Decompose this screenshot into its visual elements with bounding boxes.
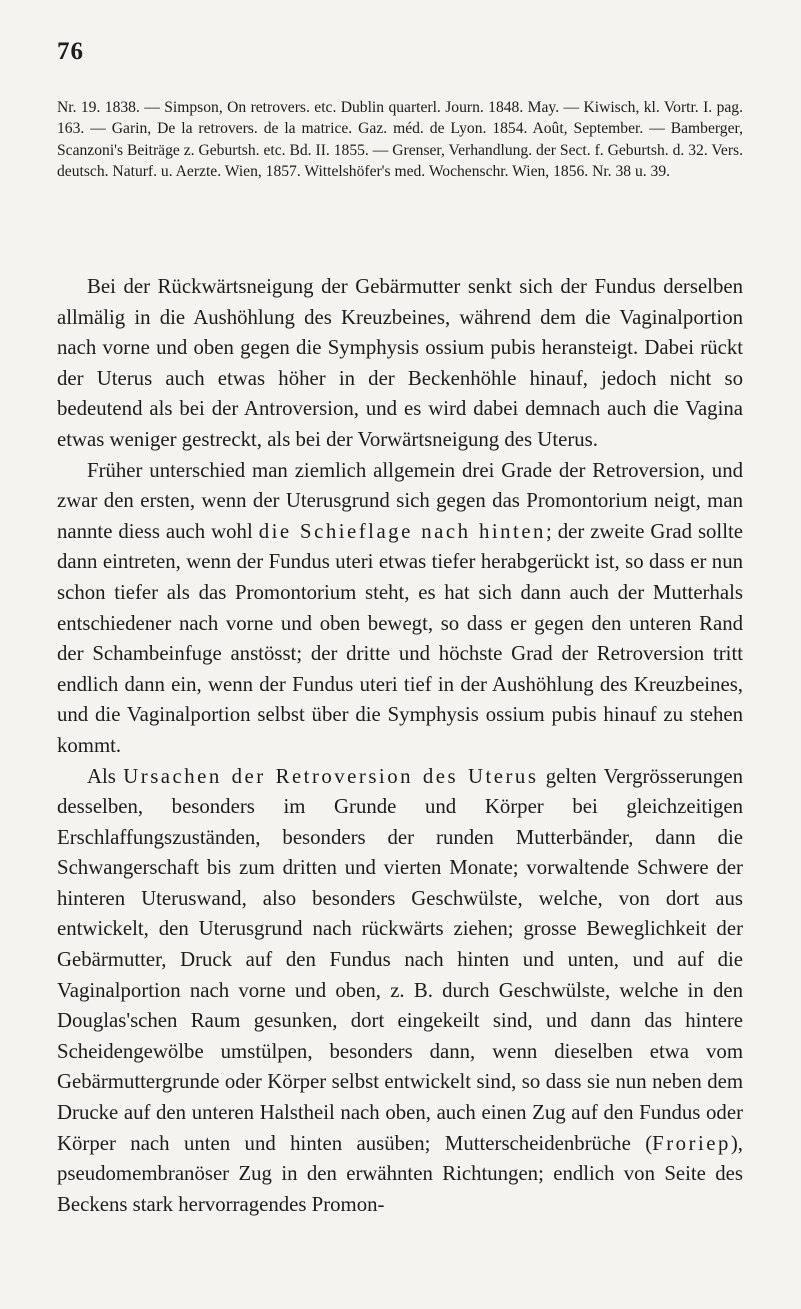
author-froriep: Froriep [652, 1131, 731, 1155]
paragraph-3-middle: gelten Vergrösserungen desselben, besonders im Grunde und Körper bei gleichzeitigen Erschlaffungszuständen, besonders der runden Mutterbänder, dann die Schwangerschaft bis zum dritten und vierten Monate; vorwaltende Schwere der hinteren Uteruswand, also besonders Geschwülste, welche, von dort aus entwickelt, den Uterusgrund nach rückwärts ziehen; grosse Beweglichkeit der Gebärmutter, Druck auf den Fundus nach hinten und unten, und auf die Vaginalportion nach vorne und oben, z. B. durch Geschwülste, welche in den Douglas'schen Raum gesunken, dort eingekeilt sind, und dann das hintere Scheidengewölbe umstülpen, besonders dann, wenn dieselben etwa vom Gebärmuttergrunde oder Körper selbst entwickelt sind, so dass sie nun neben dem Drucke auf den unteren Halstheil nach oben, auch einen Zug auf den Fundus oder Körper nach unten und hinten ausüben; Mutterscheidenbrüche ( [57, 764, 743, 1155]
paragraph-3-start: Als [87, 764, 124, 788]
page-number: 76 [57, 38, 84, 65]
term-schieflage: die Schieflage nach hinten [258, 519, 546, 543]
paragraph-3-end: ), pseudomembranöser Zug in den erwähnten Richtungen; endlich von Seite des Beckens stark hervorragendes Promon- [57, 1131, 743, 1216]
reference-list [57, 97, 743, 182]
paragraph-3 [57, 762, 743, 1221]
paragraph-2 [57, 456, 743, 762]
paragraph-2-rest: ; der zweite Grad sollte dann eintreten, wenn der Fundus uteri etwas tiefer herabgerückt ist, so dass er nun schon tiefer als das Promontorium steht, es hat sich dann auch der Mutterhals entschiedener nach vorne und oben bewegt, so dass er gegen den unteren Rand der Schambeinfuge anstösst; der dritte und höchste Grad der Retroversion tritt endlich dann ein, wenn der Fundus uteri tief in der Aushöhlung des Kreuzbeines, und die Vaginalportion selbst über die Symphysis ossium pubis hinauf zu stehen kommt. [57, 519, 744, 757]
term-ursachen: Ursachen der Retroversion des Uterus [123, 764, 539, 788]
reference-text: Nr. 19. 1838. — Simpson, On retrovers. etc. Dublin quarterl. Journ. 1848. May. — Kiwisch, kl. Vortr. I. pag. 163. — Garin, De la retrovers. de la matrice. Gaz. méd. de Lyon. 1854. Août, September. — Bamberger, Scanzoni's Beiträge z. Geburtsh. etc. Bd. II. 1855. — Grenser, Verhandlung. der Sect. f. Geburtsh. d. 32. Vers. deutsch. Naturf. u. Aerzte. Wien, 1857. Wittelshöfer's med. Wochenschr. Wien, 1856. Nr. 38 u. 39. [57, 99, 743, 180]
paragraph-2-start: Früher unterschied man ziemlich allgemein drei Grade der Retroversion, und zwar den ersten, wenn der Uterusgrund sich gegen das Promontorium neigt, man nannte diess auch wohl [57, 458, 743, 543]
main-text [57, 272, 743, 1220]
paragraph-1: Bei der Rückwärtsneigung der Gebärmutter senkt sich der Fundus derselben allmälig in die Aushöhlung des Kreuzbeines, während dem die Vaginalportion nach vorne und oben gegen die Symphysis ossium pubis heransteigt. Dabei rückt der Uterus auch etwas höher in der Beckenhöhle hinauf, jedoch nicht so bedeutend als bei der Antroversion, und es wird dabei demnach auch die Vagina etwas weniger gestreckt, als bei der Vorwärtsneigung des Uterus. [57, 275, 743, 451]
